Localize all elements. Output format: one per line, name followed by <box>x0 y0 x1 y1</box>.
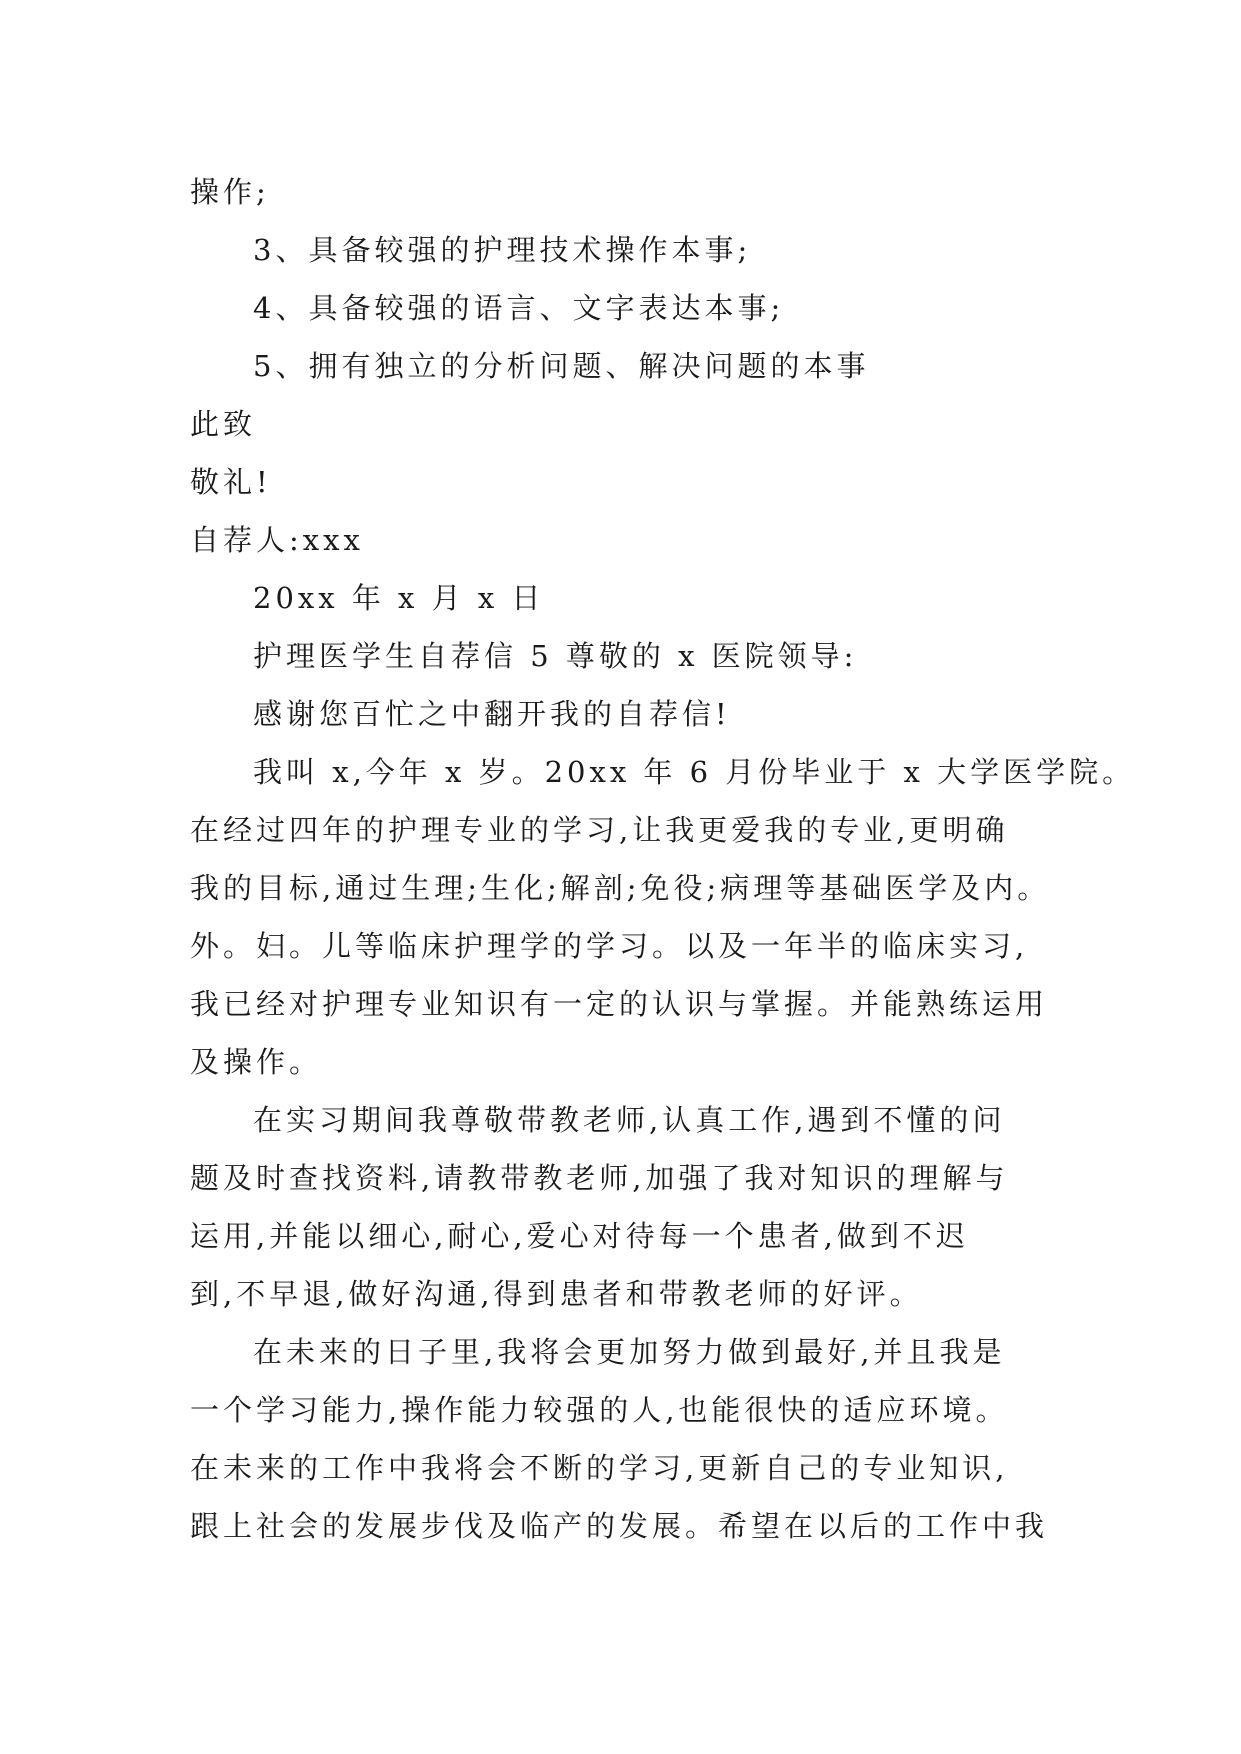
paragraph-line: 一个学习能力,操作能力较强的人,也能很快的适应环境。 <box>190 1393 1009 1427</box>
paragraph-line: 在实习期间我尊敬带教老师,认真工作,遇到不懂的问 <box>253 1103 1006 1137</box>
paragraph-line: 运用,并能以细心,耐心,爱心对待每一个患者,做到不迟 <box>190 1219 969 1253</box>
paragraph-line: 在未来的日子里,我将会更加努力做到最好,并且我是 <box>253 1335 1006 1369</box>
text-line: 操作; <box>190 175 270 209</box>
paragraph-line: 跟上社会的发展步伐及临产的发展。希望在以后的工作中我 <box>190 1509 1049 1543</box>
list-item: 3、具备较强的护理技术操作本事; <box>253 233 752 267</box>
paragraph-line: 感谢您百忙之中翻开我的自荐信! <box>253 697 731 731</box>
paragraph-line: 及操作。 <box>190 1045 323 1079</box>
paragraph-line: 外。妇。儿等临床护理学的学习。以及一年半的临床实习, <box>190 929 1029 963</box>
paragraph-line: 我的目标,通过生理;生化;解剖;免役;病理等基础医学及内。 <box>190 871 1051 905</box>
salutation: 敬礼! <box>190 465 272 499</box>
letter-heading: 护理医学生自荐信 5 尊敬的 x 医院领导: <box>253 639 858 673</box>
date: 20xx 年 x 月 x 日 <box>253 581 545 615</box>
signature: 自荐人:xxx <box>190 523 364 557</box>
closing-phrase: 此致 <box>190 407 257 441</box>
paragraph-line: 到,不早退,做好沟通,得到患者和带教老师的好评。 <box>190 1277 923 1311</box>
paragraph-line: 题及时查找资料,请教带教老师,加强了我对知识的理解与 <box>190 1161 1009 1195</box>
paragraph-line: 我叫 x,今年 x 岁。20xx 年 6 月份毕业于 x 大学医学院。 <box>253 755 1136 789</box>
paragraph-line: 在未来的工作中我将会不断的学习,更新自己的专业知识, <box>190 1451 1009 1485</box>
list-item: 4、具备较强的语言、文字表达本事; <box>253 291 785 325</box>
paragraph-line: 我已经对护理专业知识有一定的认识与掌握。并能熟练运用 <box>190 987 1049 1021</box>
paragraph-line: 在经过四年的护理专业的学习,让我更爱我的专业,更明确 <box>190 813 1009 847</box>
list-item: 5、拥有独立的分析问题、解决问题的本事 <box>253 349 870 383</box>
